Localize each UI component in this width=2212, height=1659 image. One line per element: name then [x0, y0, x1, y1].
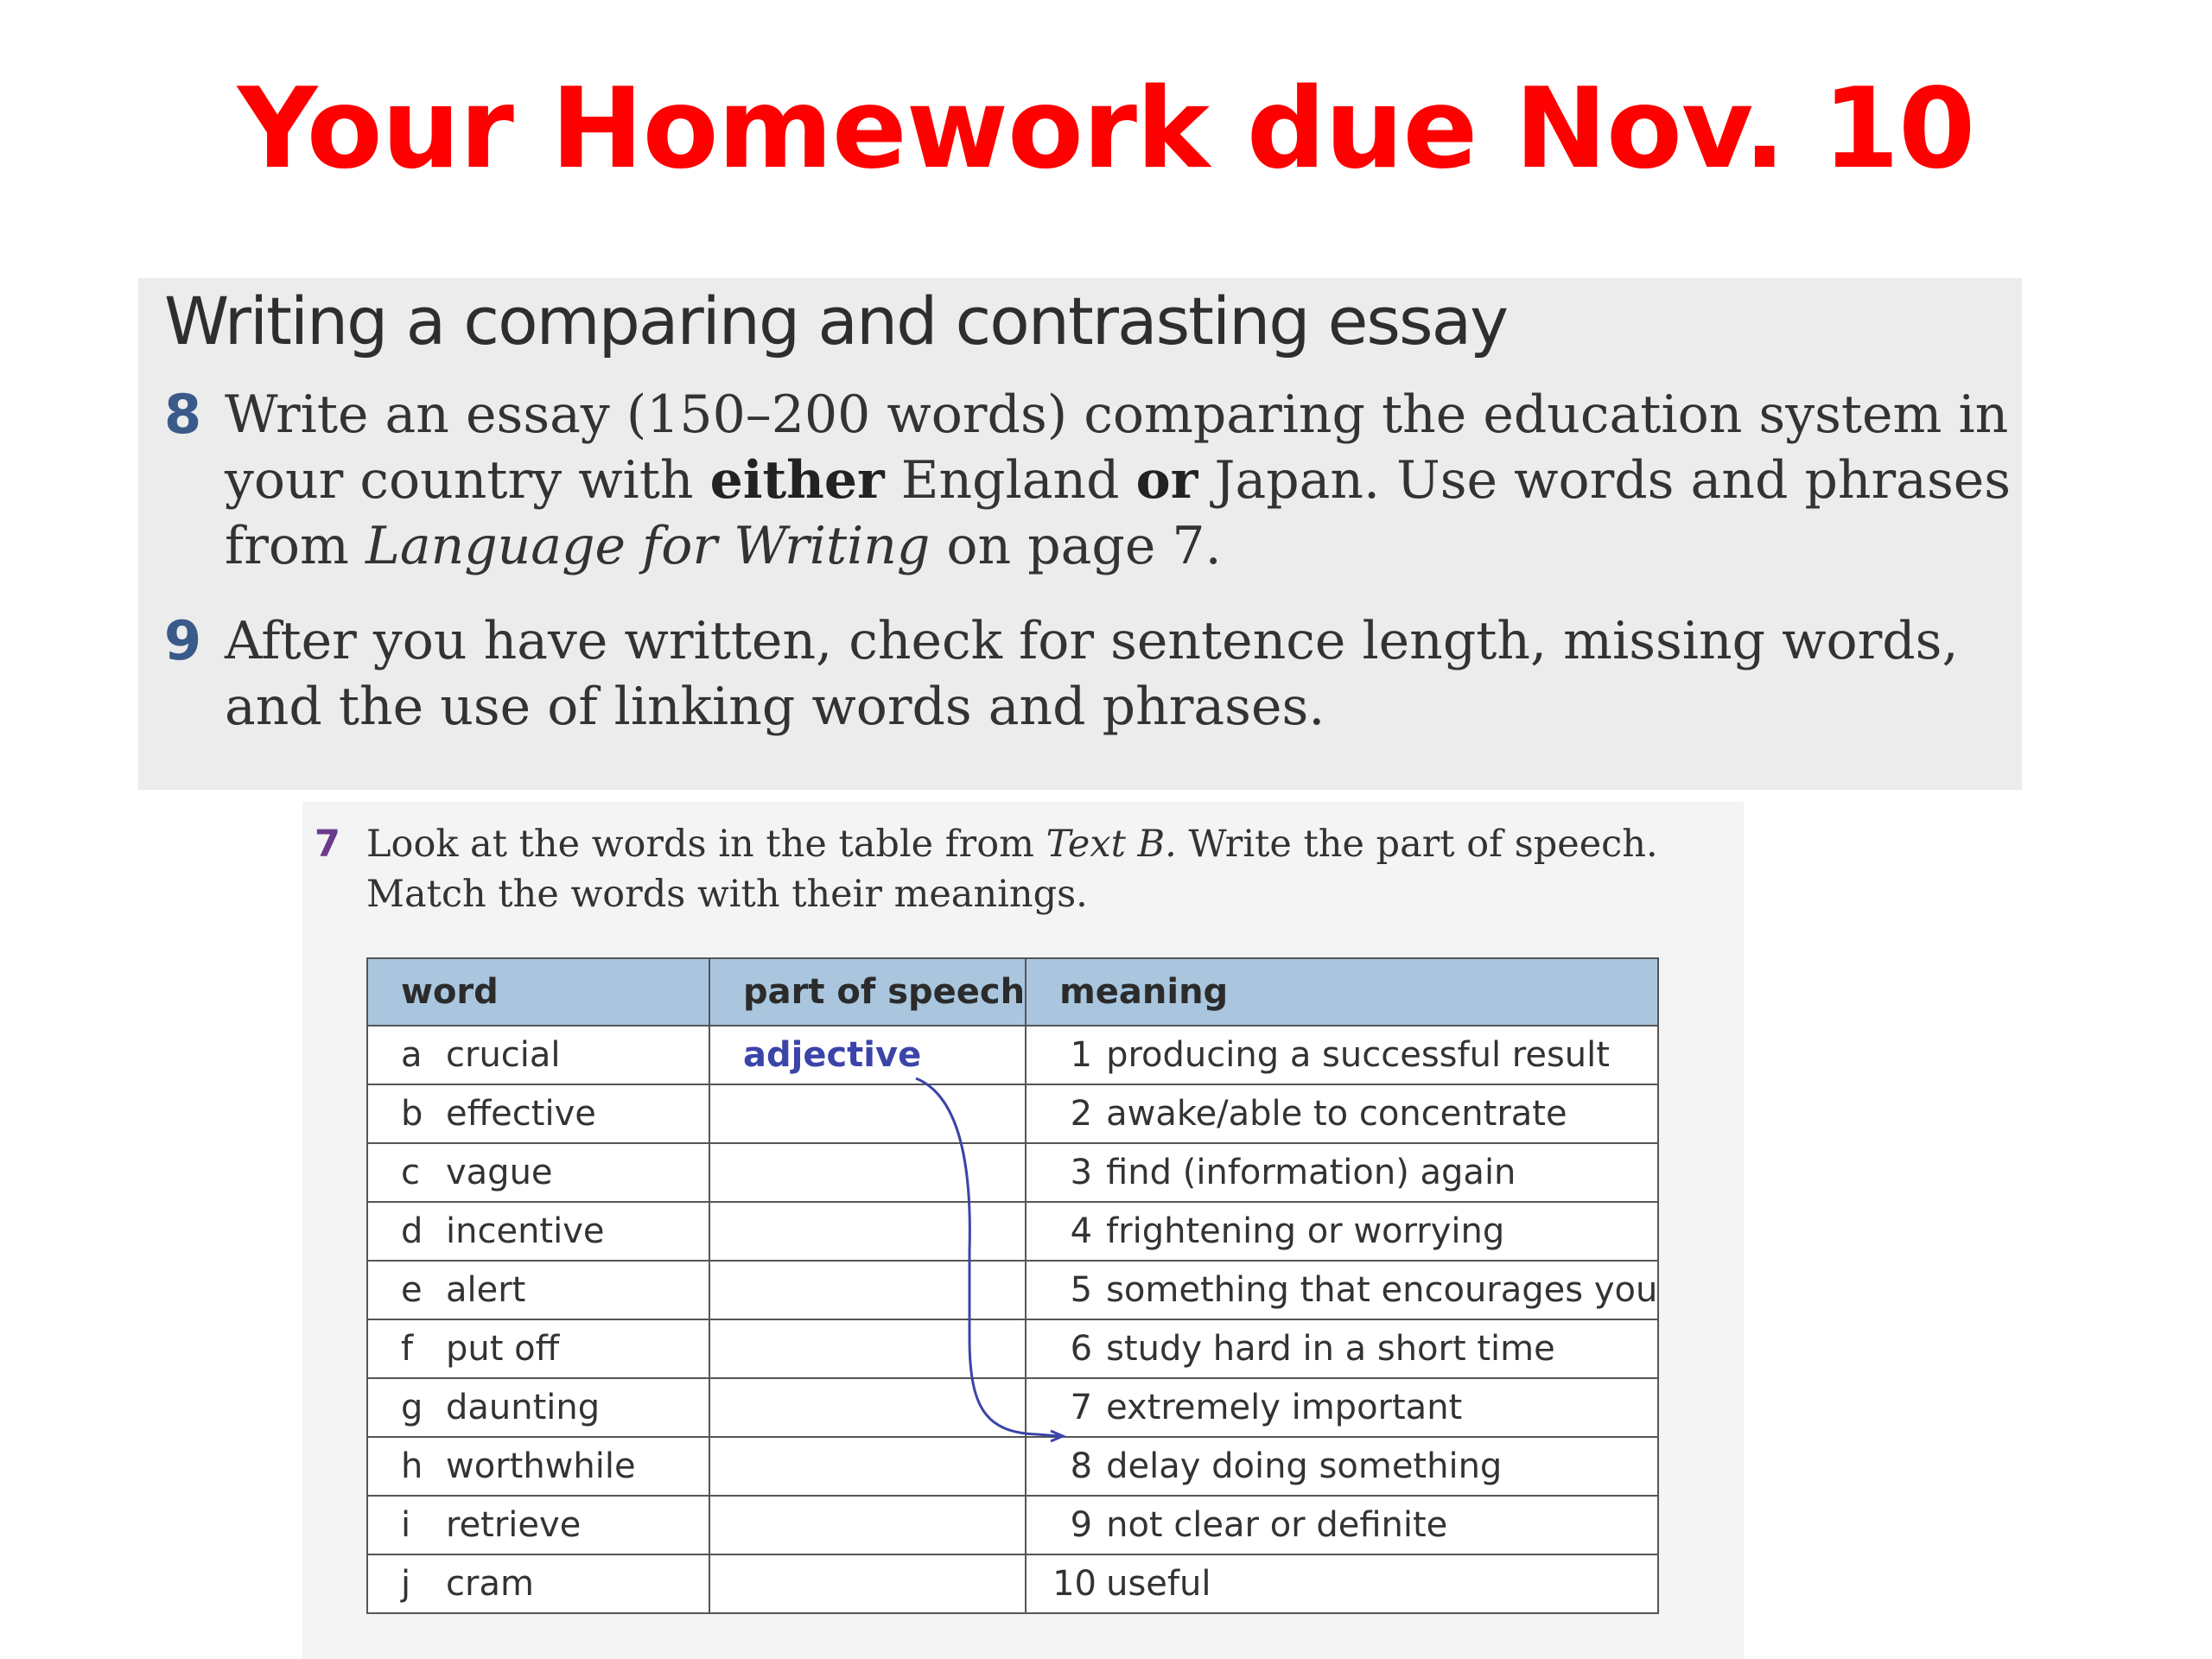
meaning-cell	[1026, 1319, 1658, 1378]
column-header-meaning: meaning	[1026, 958, 1658, 1026]
table-row	[367, 1143, 1658, 1202]
meaning-cell	[1026, 1026, 1658, 1084]
part-of-speech-cell[interactable]	[709, 1496, 1026, 1554]
meaning-cell	[1026, 1496, 1658, 1554]
word-letter: d	[401, 1211, 423, 1251]
meaning-number: 8	[1070, 1446, 1093, 1486]
meaning-number: 7	[1070, 1388, 1093, 1427]
meaning-number: 6	[1070, 1329, 1093, 1369]
table-row	[367, 1084, 1658, 1143]
word-letter: j	[401, 1564, 411, 1604]
meaning-number: 3	[1070, 1153, 1093, 1192]
word-text: incentive	[446, 1211, 605, 1251]
table-header-row	[367, 958, 1658, 1026]
meaning-text: find (information) again	[1106, 1153, 1516, 1192]
word-letter: e	[401, 1270, 423, 1310]
word-cell	[367, 1437, 709, 1496]
task-text: Look at the words in the table from Text B. Write the part of speech. Match the words with their meanings.	[366, 823, 1658, 916]
word-text: effective	[446, 1094, 596, 1134]
word-letter: g	[401, 1388, 423, 1427]
word-text: daunting	[446, 1388, 601, 1427]
word-letter: h	[401, 1446, 423, 1486]
word-cell	[367, 1261, 709, 1319]
part-of-speech-cell[interactable]	[709, 1143, 1026, 1202]
word-letter: f	[401, 1329, 414, 1369]
meaning-number: 4	[1070, 1211, 1093, 1251]
meaning-number: 9	[1070, 1505, 1093, 1545]
vocabulary-exercise-panel	[302, 802, 1744, 1659]
column-header-word: word	[367, 958, 709, 1026]
word-cell	[367, 1554, 709, 1613]
meaning-cell	[1026, 1554, 1658, 1613]
table-row	[367, 1437, 1658, 1496]
part-of-speech-cell[interactable]	[709, 1319, 1026, 1378]
word-text: crucial	[446, 1035, 561, 1075]
word-text: cram	[446, 1564, 534, 1604]
meaning-cell	[1026, 1378, 1658, 1437]
task-text: Write an essay (150–200 words) comparing the education system in your country with either England or Japan. Use words and phrases from Language for Writing on page 7.	[225, 385, 2012, 576]
part-of-speech-cell[interactable]	[709, 1437, 1026, 1496]
word-cell	[367, 1319, 709, 1378]
meaning-text: frightening or worrying	[1106, 1211, 1505, 1251]
word-letter: i	[401, 1505, 411, 1545]
part-of-speech-cell[interactable]	[709, 1378, 1026, 1437]
meaning-cell	[1026, 1437, 1658, 1496]
meaning-cell	[1026, 1084, 1658, 1143]
word-cell	[367, 1202, 709, 1261]
table-row	[367, 1026, 1658, 1084]
word-cell	[367, 1143, 709, 1202]
part-of-speech-cell[interactable]	[709, 1026, 1026, 1084]
meaning-cell	[1026, 1202, 1658, 1261]
meaning-cell	[1026, 1143, 1658, 1202]
part-of-speech-cell[interactable]	[709, 1084, 1026, 1143]
meaning-text: useful	[1106, 1564, 1211, 1604]
word-cell	[367, 1026, 709, 1084]
table-row	[367, 1496, 1658, 1554]
meaning-number: 1	[1070, 1035, 1093, 1075]
essay-task-panel	[138, 278, 2022, 790]
word-text: worthwhile	[446, 1446, 636, 1486]
meaning-text: awake/able to concentrate	[1106, 1094, 1567, 1134]
word-letter: c	[401, 1153, 420, 1192]
table-row	[367, 1202, 1658, 1261]
word-text: vague	[446, 1153, 553, 1192]
table-row	[367, 1261, 1658, 1319]
task-number: 9	[164, 609, 202, 672]
meaning-text: delay doing something	[1106, 1446, 1503, 1486]
meaning-text: not clear or definite	[1106, 1505, 1448, 1545]
table-row	[367, 1378, 1658, 1437]
word-letter: a	[401, 1035, 423, 1075]
table-row	[367, 1319, 1658, 1378]
vocabulary-table	[366, 957, 1659, 1614]
part-of-speech-cell[interactable]	[709, 1202, 1026, 1261]
word-text: retrieve	[446, 1505, 582, 1545]
task-number: 8	[164, 383, 202, 446]
meaning-text: producing a successful result	[1106, 1035, 1610, 1075]
task-number: 7	[315, 823, 340, 866]
word-text: put off	[446, 1329, 560, 1369]
task-text: After you have written, check for sentence length, missing words, and the use of linking words and phrases.	[225, 611, 1959, 737]
section-heading: Writing a comparing and contrasting essay	[164, 283, 1508, 359]
word-letter: b	[401, 1094, 423, 1134]
table-row	[367, 1554, 1658, 1613]
word-cell	[367, 1084, 709, 1143]
meaning-text: something that encourages you	[1106, 1270, 1658, 1310]
meaning-cell	[1026, 1261, 1658, 1319]
part-of-speech-cell[interactable]	[709, 1554, 1026, 1613]
meaning-number: 2	[1070, 1094, 1093, 1134]
word-text: alert	[446, 1270, 526, 1310]
meaning-number: 5	[1070, 1270, 1093, 1310]
part-of-speech-answer: adjective	[743, 1035, 922, 1075]
meaning-number: 10	[1052, 1564, 1096, 1604]
meaning-text: study hard in a short time	[1106, 1329, 1555, 1369]
word-cell	[367, 1378, 709, 1437]
part-of-speech-cell[interactable]	[709, 1261, 1026, 1319]
column-header-part-of-speech: part of speech	[709, 958, 1026, 1026]
word-cell	[367, 1496, 709, 1554]
slide-title: Your Homework due Nov. 10	[237, 65, 1975, 194]
meaning-text: extremely important	[1106, 1388, 1463, 1427]
